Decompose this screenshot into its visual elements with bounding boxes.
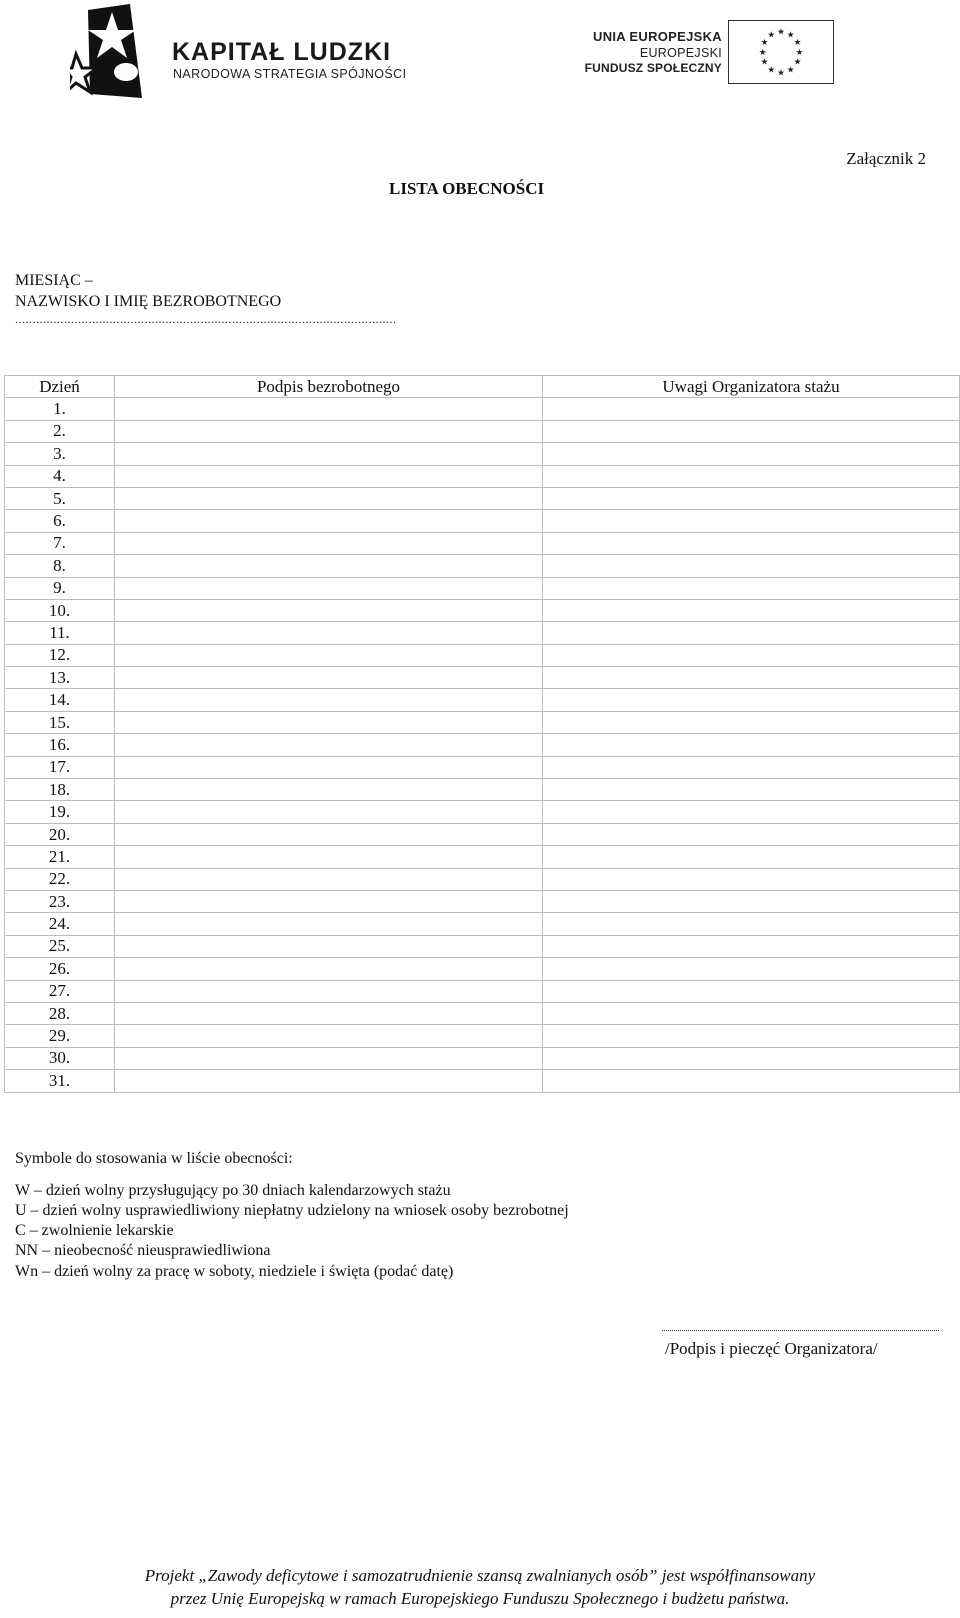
remarks-cell: [543, 398, 960, 420]
signature-cell: [115, 1002, 543, 1024]
symbol-legend-item: Wn – dzień wolny za pracę w soboty, niedziele i święta (podać datę): [15, 1263, 454, 1280]
table-row: [5, 1002, 960, 1024]
remarks-cell: [543, 510, 960, 532]
signature-cell: [115, 890, 543, 912]
eu-logo-line-3: FUNDUSZ SPOŁECZNY: [584, 61, 722, 75]
svg-text:★: ★: [786, 30, 795, 41]
remarks-cell: [543, 913, 960, 935]
signature-cell: [115, 868, 543, 890]
signature-cell: [115, 846, 543, 868]
day-number-cell: 22.: [5, 868, 115, 890]
signature-cell: [115, 711, 543, 733]
remarks-cell: [543, 644, 960, 666]
table-row: [5, 532, 960, 554]
table-row: [5, 958, 960, 980]
remarks-cell: [543, 890, 960, 912]
day-number-cell: 16.: [5, 734, 115, 756]
svg-text:★: ★: [767, 30, 776, 41]
table-row: [5, 756, 960, 778]
signature-cell: [115, 913, 543, 935]
day-number-cell: 26.: [5, 958, 115, 980]
remarks-cell: [543, 555, 960, 577]
table-row: [5, 913, 960, 935]
signature-cell: [115, 644, 543, 666]
day-number-cell: 25.: [5, 935, 115, 957]
month-field-label: MIESIĄC –: [15, 272, 93, 289]
table-row: [5, 420, 960, 442]
day-number-cell: 10.: [5, 599, 115, 621]
kapital-ludzki-subtitle: NARODOWA STRATEGIA SPÓJNOŚCI: [173, 67, 407, 81]
remarks-cell: [543, 1025, 960, 1047]
day-number-cell: 1.: [5, 398, 115, 420]
day-number-cell: 8.: [5, 555, 115, 577]
remarks-cell: [543, 465, 960, 487]
symbol-legend-item: C – zwolnienie lekarskie: [15, 1222, 174, 1239]
day-number-cell: 2.: [5, 420, 115, 442]
table-row: [5, 868, 960, 890]
day-number-cell: 23.: [5, 890, 115, 912]
signature-cell: [115, 1047, 543, 1069]
signature-cell: [115, 599, 543, 621]
day-number-cell: 6.: [5, 510, 115, 532]
table-row: [5, 689, 960, 711]
table-row: [5, 890, 960, 912]
remarks-cell: [543, 667, 960, 689]
eu-logo: [570, 20, 840, 90]
signature-cell: [115, 465, 543, 487]
day-number-cell: 27.: [5, 980, 115, 1002]
signature-cell: [115, 555, 543, 577]
day-number-cell: 18.: [5, 779, 115, 801]
day-number-cell: 3.: [5, 443, 115, 465]
day-number-cell: 12.: [5, 644, 115, 666]
kapital-ludzki-logo-mark: [70, 2, 148, 102]
table-row: [5, 599, 960, 621]
day-number-cell: 14.: [5, 689, 115, 711]
day-number-cell: 15.: [5, 711, 115, 733]
table-row: [5, 443, 960, 465]
column-header-day: Dzień: [5, 376, 115, 398]
remarks-cell: [543, 756, 960, 778]
signature-cell: [115, 398, 543, 420]
remarks-cell: [543, 801, 960, 823]
table-row: [5, 779, 960, 801]
remarks-cell: [543, 689, 960, 711]
table-row: [5, 823, 960, 845]
signature-cell: [115, 510, 543, 532]
signature-cell: [115, 1025, 543, 1047]
kapital-ludzki-logo: [70, 2, 430, 102]
table-row: [5, 398, 960, 420]
symbol-legend-item: NN – nieobecność nieusprawiedliwiona: [15, 1242, 271, 1259]
signature-cell: [115, 935, 543, 957]
day-number-cell: 28.: [5, 1002, 115, 1024]
eu-logo-line-2: EUROPEJSKI: [639, 46, 722, 60]
remarks-cell: [543, 487, 960, 509]
table-row: [5, 555, 960, 577]
remarks-cell: [543, 846, 960, 868]
document-title: LISTA OBECNOŚCI: [389, 179, 545, 198]
table-row: [5, 667, 960, 689]
signature-cell: [115, 823, 543, 845]
table-header-row: [5, 376, 960, 398]
table-row: [5, 622, 960, 644]
svg-text:★: ★: [793, 38, 802, 49]
remarks-cell: [543, 958, 960, 980]
day-number-cell: 11.: [5, 622, 115, 644]
table-row: [5, 801, 960, 823]
day-number-cell: 24.: [5, 913, 115, 935]
table-row: [5, 1025, 960, 1047]
signature-cell: [115, 487, 543, 509]
svg-text:★: ★: [760, 38, 769, 49]
signature-cell: [115, 734, 543, 756]
day-number-cell: 19.: [5, 801, 115, 823]
day-number-cell: 7.: [5, 532, 115, 554]
svg-text:★: ★: [777, 27, 785, 38]
remarks-cell: [543, 734, 960, 756]
svg-text:★: ★: [786, 65, 795, 76]
signature-line: [662, 1330, 939, 1331]
table-row: [5, 644, 960, 666]
remarks-cell: [543, 420, 960, 442]
remarks-cell: [543, 577, 960, 599]
table-row: [5, 577, 960, 599]
remarks-cell: [543, 532, 960, 554]
day-number-cell: 31.: [5, 1070, 115, 1092]
table-row: [5, 734, 960, 756]
footer-line-1: Projekt „Zawody deficytowe i samozatrudnienie szansą zwalnianych osób” jest współfinansowany: [144, 1566, 816, 1585]
table-row: [5, 1047, 960, 1069]
signature-cell: [115, 779, 543, 801]
remarks-cell: [543, 868, 960, 890]
remarks-cell: [543, 980, 960, 1002]
signature-cell: [115, 443, 543, 465]
table-row: [5, 487, 960, 509]
svg-text:★: ★: [760, 57, 769, 68]
remarks-cell: [543, 1070, 960, 1092]
name-fill-line: .............................................................................................................: [15, 312, 397, 326]
signature-cell: [115, 577, 543, 599]
signature-cell: [115, 801, 543, 823]
signature-cell: [115, 980, 543, 1002]
day-number-cell: 17.: [5, 756, 115, 778]
day-number-cell: 20.: [5, 823, 115, 845]
table-row: [5, 510, 960, 532]
day-number-cell: 21.: [5, 846, 115, 868]
remarks-cell: [543, 779, 960, 801]
table-row: [5, 935, 960, 957]
eu-stars-flag-icon: [728, 20, 834, 84]
table-row: [5, 465, 960, 487]
kapital-ludzki-title: KAPITAŁ LUDZKI: [172, 38, 392, 66]
remarks-cell: [543, 823, 960, 845]
table-row: [5, 711, 960, 733]
day-number-cell: 9.: [5, 577, 115, 599]
signature-cell: [115, 532, 543, 554]
remarks-cell: [543, 711, 960, 733]
table-row: [5, 1070, 960, 1092]
signature-cell: [115, 689, 543, 711]
column-header-remarks: Uwagi Organizatora stażu: [543, 376, 960, 398]
svg-text:★: ★: [777, 68, 785, 79]
day-number-cell: 13.: [5, 667, 115, 689]
eu-logo-line-1: UNIA EUROPEJSKA: [593, 29, 722, 44]
signature-cell: [115, 622, 543, 644]
footer-line-2: przez Unię Europejską w ramach Europejskiego Funduszu Społecznego i budżetu państwa.: [170, 1589, 790, 1608]
signature-cell: [115, 420, 543, 442]
signature-cell: [115, 1070, 543, 1092]
symbol-legend-item: U – dzień wolny usprawiedliwiony niepłatny udzielony na wniosek osoby bezrobotnej: [15, 1202, 569, 1219]
unemployed-name-field-label: NAZWISKO I IMIĘ BEZROBOTNEGO: [15, 293, 282, 310]
attachment-label: Załącznik 2: [846, 149, 926, 168]
day-number-cell: 5.: [5, 487, 115, 509]
table-row: [5, 846, 960, 868]
symbol-legend-item: W – dzień wolny przysługujący po 30 dniach kalendarzowych stażu: [15, 1182, 451, 1199]
remarks-cell: [543, 1002, 960, 1024]
svg-text:★: ★: [795, 47, 804, 58]
remarks-cell: [543, 622, 960, 644]
attendance-table: [4, 375, 960, 1093]
remarks-cell: [543, 599, 960, 621]
svg-text:★: ★: [793, 57, 802, 68]
day-number-cell: 30.: [5, 1047, 115, 1069]
signature-cell: [115, 756, 543, 778]
day-number-cell: 29.: [5, 1025, 115, 1047]
signature-cell: [115, 667, 543, 689]
day-number-cell: 4.: [5, 465, 115, 487]
signature-label: /Podpis i pieczęć Organizatora/: [665, 1339, 878, 1358]
remarks-cell: [543, 1047, 960, 1069]
symbols-title: Symbole do stosowania w liście obecności:: [15, 1150, 293, 1167]
svg-text:★: ★: [758, 47, 767, 58]
signature-cell: [115, 958, 543, 980]
svg-text:★: ★: [767, 65, 776, 76]
column-header-signature: Podpis bezrobotnego: [115, 376, 543, 398]
table-row: [5, 980, 960, 1002]
remarks-cell: [543, 443, 960, 465]
remarks-cell: [543, 935, 960, 957]
